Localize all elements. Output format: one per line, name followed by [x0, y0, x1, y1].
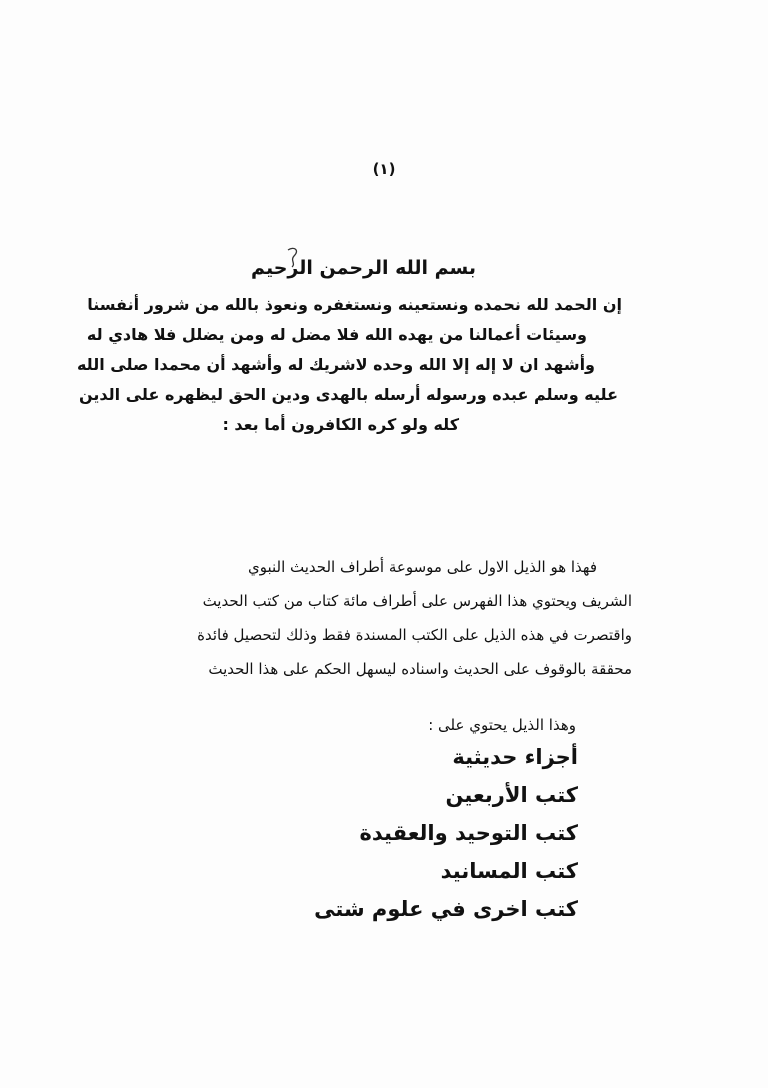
body-paragraph-line: محققة بالوقوف على الحديث واسناده ليسهل الحكم على هذا الحديث: [208, 660, 632, 678]
opening-sermon-line: وسيئات أعمالنا من يهده الله فلا مضل له ومن يضلل فلا هادي له: [86, 325, 587, 344]
opening-sermon-line: كله ولو كره الكافرون أما بعد :: [222, 415, 459, 434]
basmala-heading: بسم الله الرحمن الرحيم: [251, 257, 476, 279]
list-item: كتب التوحيد والعقيدة: [359, 821, 578, 845]
opening-sermon-line: وأشهد ان لا إله إلا الله وحده لاشريك له وأشهد أن محمدا صلى الله: [76, 355, 595, 374]
body-paragraph: [100, 550, 640, 686]
page-number: (١): [372, 160, 396, 178]
body-paragraph-line: الشريف ويحتوي هذا الفهرس على أطراف مائة كتاب من كتب الحديث: [202, 592, 632, 610]
list-item: كتب الأربعين: [445, 783, 578, 807]
opening-sermon-line: عليه وسلم عبده ورسوله أرسله بالهدى ودين الحق ليظهره على الدين: [79, 385, 618, 404]
contents-intro: وهذا الذيل يحتوي على :: [428, 716, 576, 734]
opening-sermon-line: إن الحمد لله نحمده ونستعينه ونستغفره ونعوذ بالله من شرور أنفسنا: [87, 295, 622, 314]
body-paragraph-line: فهذا هو الذيل الاول على موسوعة أطراف الحديث النبوي: [247, 558, 597, 576]
opening-sermon: [76, 290, 630, 440]
contents-list: [100, 738, 578, 928]
list-item: أجزاء حديثية: [452, 745, 578, 769]
list-item: كتب اخرى في علوم شتى: [314, 897, 578, 921]
list-item: كتب المسانيد: [440, 859, 578, 883]
body-paragraph-line: واقتصرت في هذه الذيل على الكتب المسندة فقط وذلك لتحصيل فائدة: [197, 626, 632, 644]
